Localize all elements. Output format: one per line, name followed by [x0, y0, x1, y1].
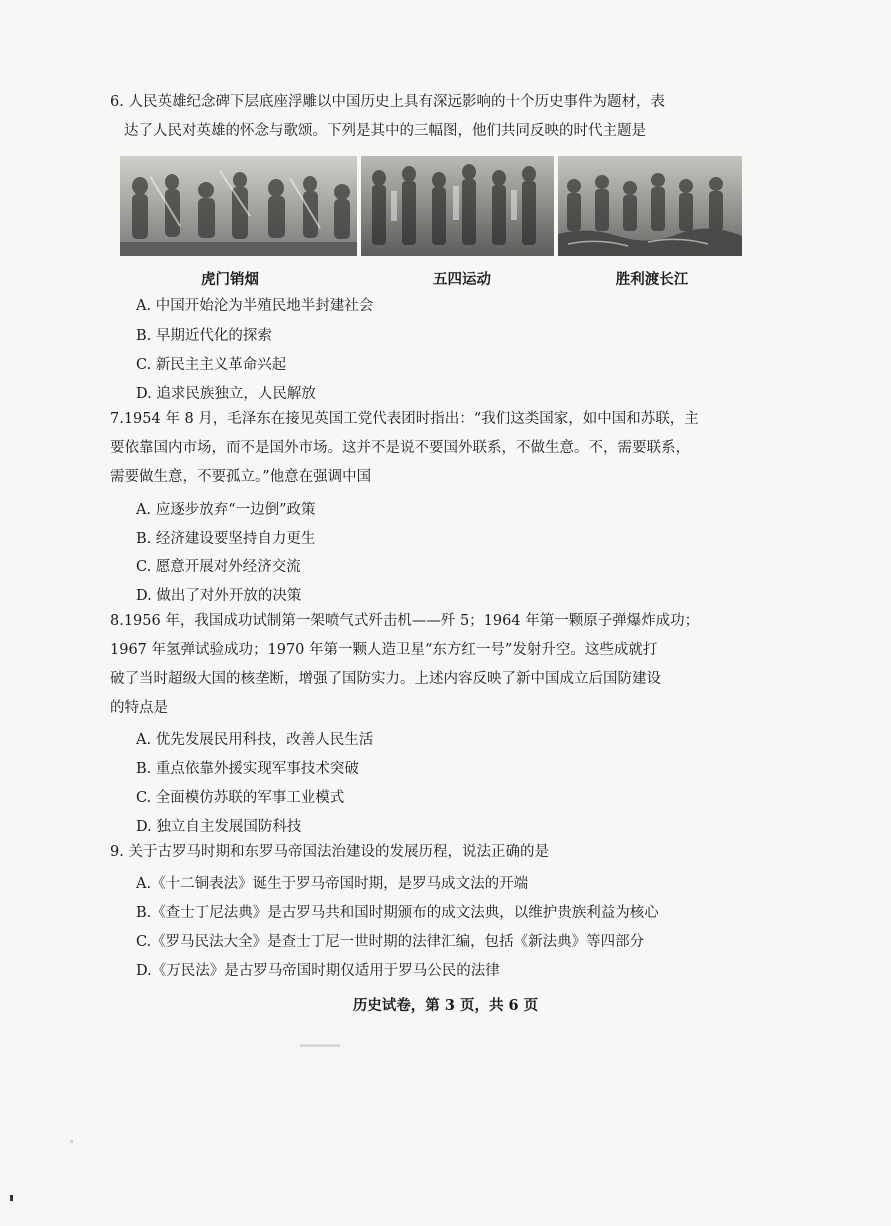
question-6-stem-line-1: 6. 人民英雄纪念碑下层底座浮雕以中国历史上具有深远影响的十个历史事件为题材，表 [110, 94, 665, 110]
question-6-option-d[interactable]: D. 追求民族独立，人民解放 [136, 386, 316, 402]
question-7-option-a[interactable]: A. 应逐步放弃“一边倒”政策 [136, 502, 316, 518]
question-6-option-a[interactable]: A. 中国开始沦为半殖民地半封建社会 [136, 298, 374, 314]
relief-image-row [120, 156, 742, 256]
question-6-option-b[interactable]: B. 早期近代化的探索 [136, 328, 272, 344]
question-8-stem [110, 607, 750, 723]
question-7-option-b[interactable]: B. 经济建设要坚持自力更生 [136, 531, 316, 547]
question-9-option-a[interactable]: A.《十二铜表法》诞生于罗马帝国时期，是罗马成文法的开端 [136, 876, 529, 892]
question-7-stem-line-2: 要依靠国内市场，而不是国外市场。这并不是说不要国外联系，不做生意。不，需要联系， [110, 440, 690, 456]
scan-mark [70, 1140, 73, 1143]
question-9-option-c[interactable]: C.《罗马民法大全》是查士丁尼一世时期的法律汇编，包括《新法典》等四部分 [136, 934, 645, 950]
scan-mark [10, 1195, 13, 1201]
caption-yangtze: 胜利渡长江 [615, 271, 689, 288]
page-footer: 历史试卷，第 3 页，共 6 页 [352, 997, 539, 1014]
question-8 [110, 607, 750, 723]
question-7-option-c[interactable]: C. 愿意开展对外经济交流 [136, 559, 301, 575]
question-8-stem-line-4: 的特点是 [110, 700, 168, 716]
question-8-stem-line-1: 8.1956 年，我国成功试制第一架喷气式歼击机——歼 5；1964 年第一颗原子弹爆炸成功； [110, 613, 700, 629]
caption-may-fourth: 五四运动 [433, 271, 491, 288]
question-6-stem-line-2: 达了人民对英雄的怀念与歌颂。下列是其中的三幅图，他们共同反映的时代主题是 [124, 123, 646, 139]
question-9-stem: 9. 关于古罗马时期和东罗马帝国法治建设的发展历程，说法正确的是 [110, 844, 549, 860]
relief-image-may-fourth [361, 156, 554, 256]
question-7 [110, 405, 750, 492]
question-8-option-a[interactable]: A. 优先发展民用科技，改善人民生活 [136, 732, 374, 748]
question-9-option-b[interactable]: B.《查士丁尼法典》是古罗马共和国时期颁布的成文法典，以维护贵族利益为核心 [136, 905, 659, 921]
relief-image-yangtze [558, 156, 742, 256]
question-8-option-b[interactable]: B. 重点依靠外援实现军事技术突破 [136, 761, 359, 777]
question-7-option-d[interactable]: D. 做出了对外开放的决策 [136, 588, 302, 604]
question-8-stem-line-3: 破了当时超级大国的核垄断，增强了国防实力。上述内容反映了新中国成立后国防建设 [110, 671, 661, 687]
question-7-stem-line-1: 7.1954 年 8 月，毛泽东在接见英国工党代表团时指出：“我们这类国家，如中国和苏联，主 [110, 411, 699, 427]
caption-humen: 虎门销烟 [201, 271, 259, 288]
question-9-option-d[interactable]: D.《万民法》是古罗马帝国时期仅适用于罗马公民的法律 [136, 963, 500, 979]
question-6 [110, 88, 750, 146]
question-8-option-d[interactable]: D. 独立自主发展国防科技 [136, 819, 302, 835]
question-6-option-c[interactable]: C. 新民主主义革命兴起 [136, 357, 287, 373]
question-8-option-c[interactable]: C. 全面模仿苏联的军事工业模式 [136, 790, 345, 806]
question-7-stem [110, 405, 750, 492]
question-9 [110, 838, 750, 867]
relief-image-humen [120, 156, 357, 256]
question-7-stem-line-3: 需要做生意，不要孤立。”他意在强调中国 [110, 469, 372, 485]
scan-mark [300, 1044, 340, 1047]
question-6-stem [110, 88, 750, 146]
question-8-stem-line-2: 1967 年氢弹试验成功；1970 年第一颗人造卫星“东方红一号”发射升空。这些成就打 [110, 642, 658, 658]
